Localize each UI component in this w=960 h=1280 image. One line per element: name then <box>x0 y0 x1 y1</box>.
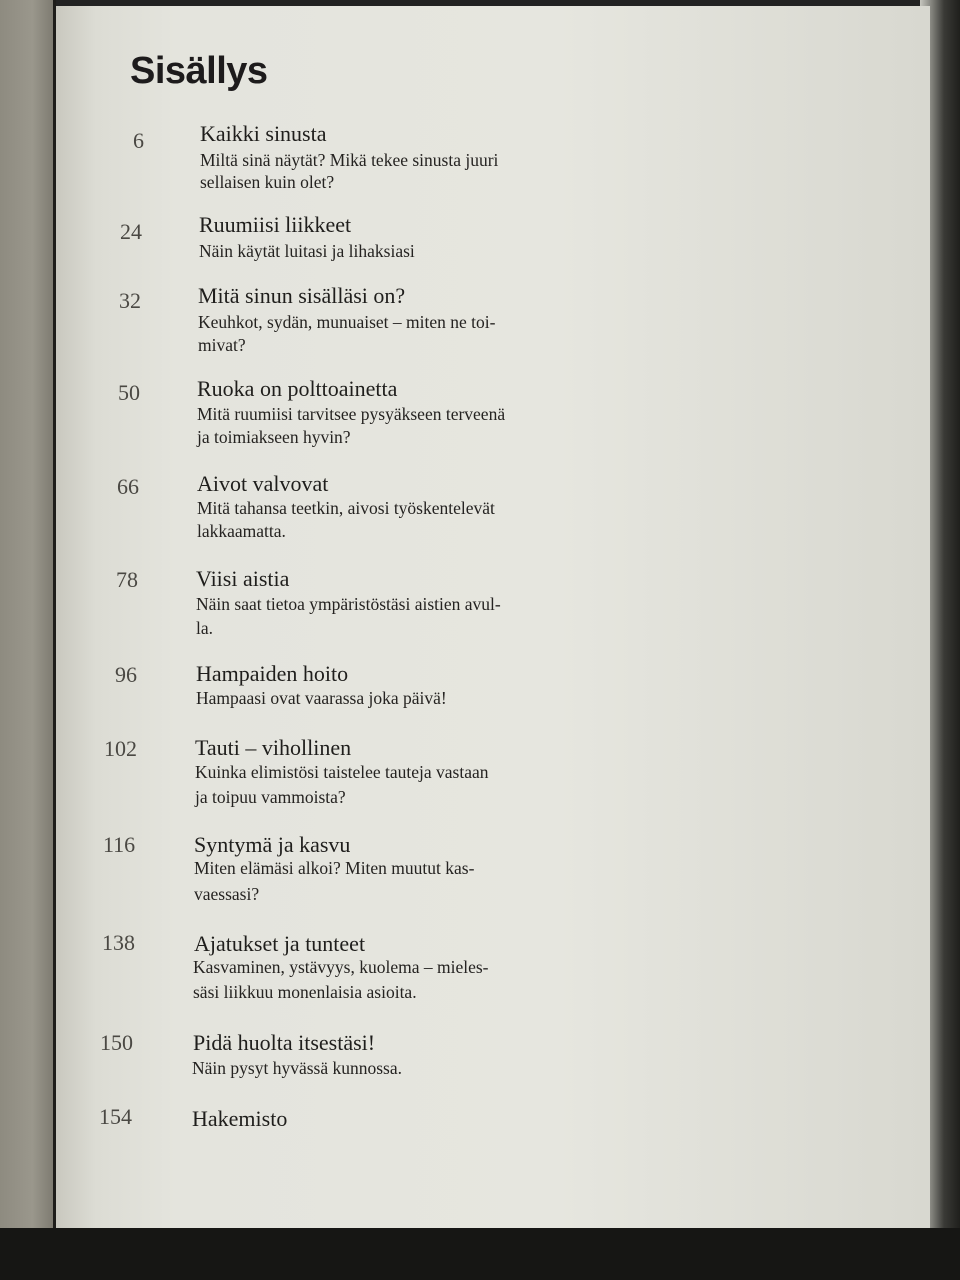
toc-description: Miltä sinä näytät? Mikä tekee sinusta juuri <box>200 150 499 170</box>
toc-page-number: 50 <box>118 380 140 405</box>
toc-heading: Mitä sinun sisälläsi on? <box>198 283 406 308</box>
toc-description: ja toipuu vammoista? <box>195 787 346 807</box>
toc-description: la. <box>196 618 214 638</box>
toc-page-number: 102 <box>104 736 137 761</box>
toc-description: Kuinka elimistösi taistelee tauteja vastaan <box>195 762 489 782</box>
toc-page-number: 66 <box>117 474 139 499</box>
toc-heading: Ruumiisi liikkeet <box>199 212 352 237</box>
toc-description: Näin saat tietoa ympäristöstäsi aistien avul- <box>196 594 501 614</box>
toc-page-number: 116 <box>103 832 136 857</box>
toc-heading: Hakemisto <box>192 1106 288 1131</box>
toc-description: Näin käytät luitasi ja lihaksiasi <box>199 241 415 261</box>
toc-description: Miten elämäsi alkoi? Miten muutut kas- <box>194 858 475 878</box>
toc-heading: Hampaiden hoito <box>196 661 349 686</box>
toc-page-number: 96 <box>115 662 137 687</box>
page-title: Sisällys <box>130 50 268 92</box>
toc-description: sellaisen kuin olet? <box>200 172 335 192</box>
toc-description: lakkaamatta. <box>197 521 286 541</box>
toc-heading: Kaikki sinusta <box>200 121 327 146</box>
toc-page-number: 78 <box>116 567 138 592</box>
toc-page-number: 32 <box>119 288 141 313</box>
toc-page-number: 138 <box>102 930 135 955</box>
toc-description: Mitä tahansa teetkin, aivosi työskentelevät <box>197 498 495 518</box>
toc-description: ja toimiakseen hyvin? <box>197 427 351 447</box>
left-page <box>0 0 54 1232</box>
table-surface <box>0 1228 960 1280</box>
toc-description: vaessasi? <box>194 884 260 904</box>
toc-description: Mitä ruumiisi tarvitsee pysyäkseen terveenä <box>197 404 506 424</box>
toc-description: Hampaasi ovat vaarassa joka päivä! <box>196 688 447 708</box>
toc-heading: Ruoka on polttoainetta <box>197 376 398 401</box>
toc-page-number: 24 <box>120 219 142 244</box>
toc-page-number: 6 <box>133 128 144 153</box>
toc-description: säsi liikkuu monenlaisia asioita. <box>193 982 417 1002</box>
toc-heading: Pidä huolta itsestäsi! <box>193 1030 376 1055</box>
toc-description: Kasvaminen, ystävyys, kuolema – mieles- <box>193 957 489 977</box>
toc-page-number: 150 <box>100 1030 133 1055</box>
toc-description: Näin pysyt hyvässä kunnossa. <box>192 1058 402 1078</box>
toc-description: mivat? <box>198 335 246 355</box>
toc-description: Keuhkot, sydän, munuaiset – miten ne toi- <box>198 312 496 332</box>
toc-heading: Aivot valvovat <box>197 471 329 496</box>
toc-heading: Viisi aistia <box>196 566 290 591</box>
toc-heading: Ajatukset ja tunteet <box>194 931 366 956</box>
toc-heading: Syntymä ja kasvu <box>194 832 351 857</box>
toc-heading: Tauti – vihollinen <box>195 735 352 760</box>
toc-page-number: 154 <box>99 1104 132 1129</box>
